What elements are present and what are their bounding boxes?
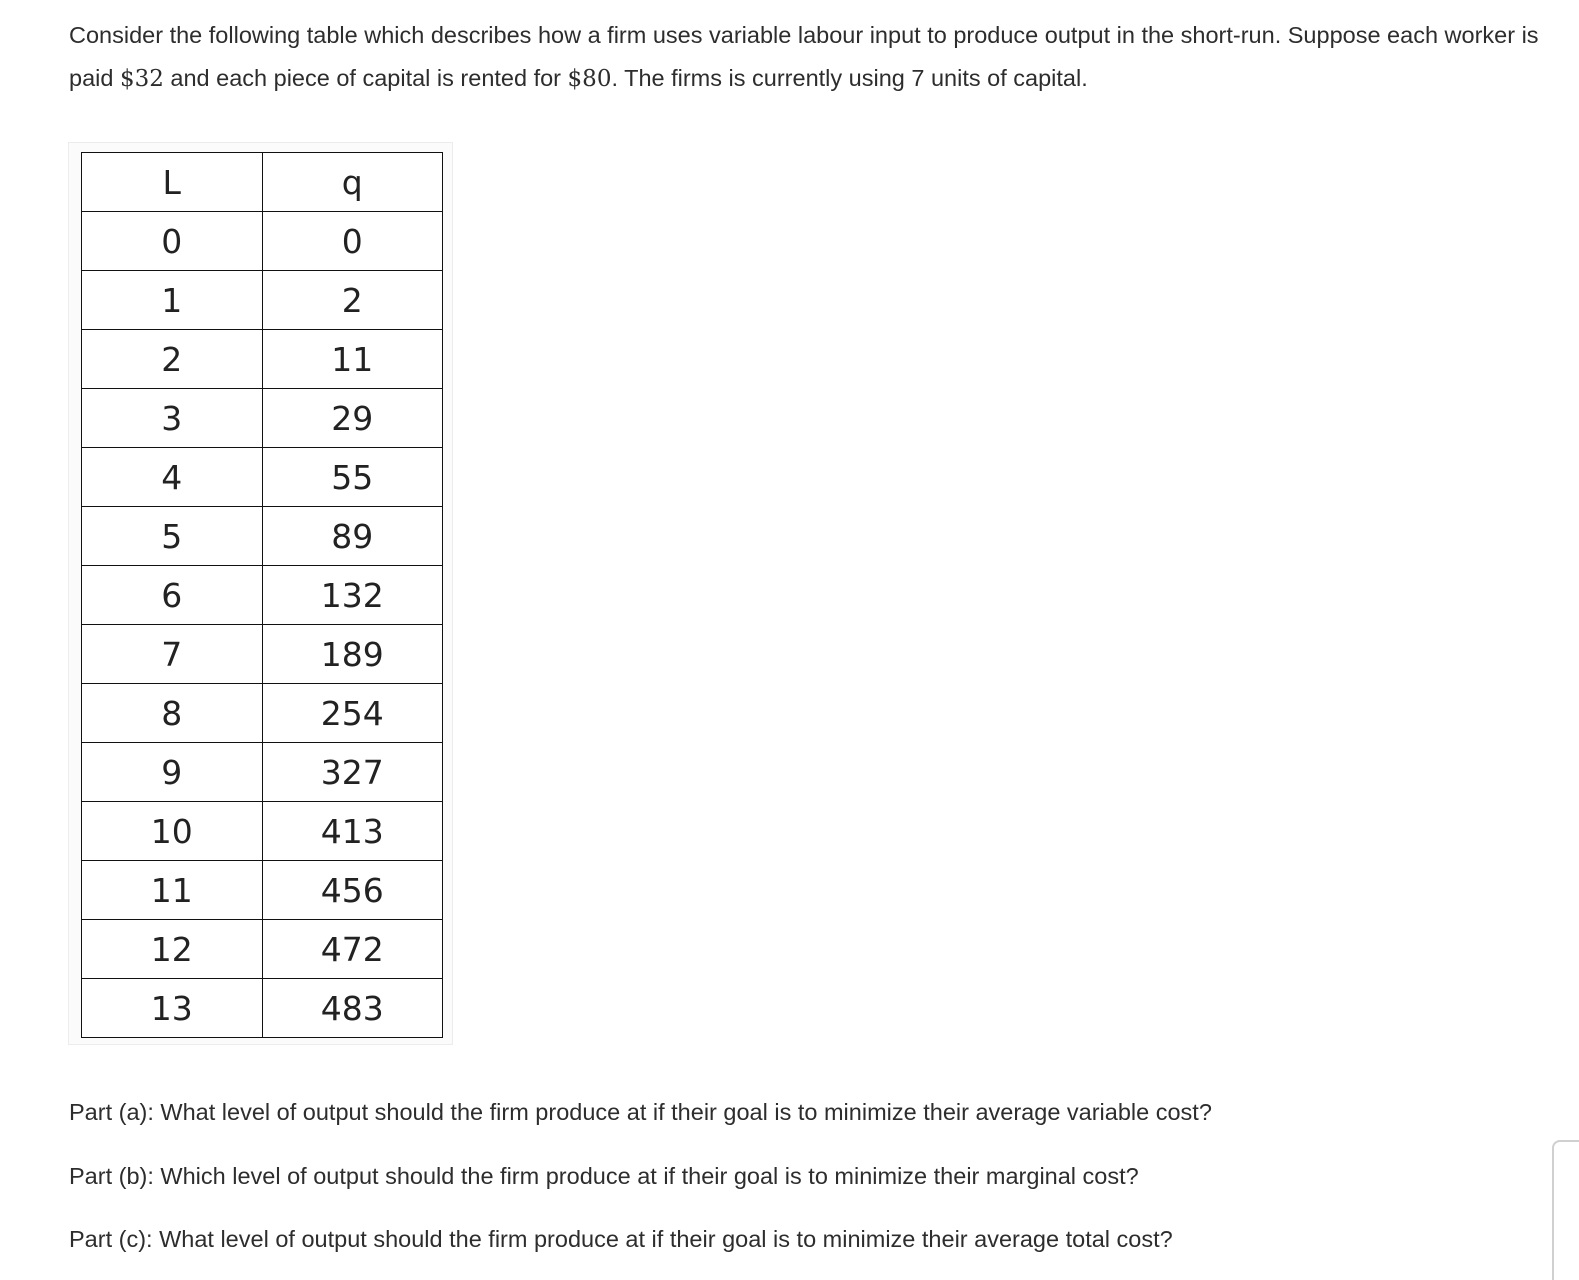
table-row <box>82 212 443 271</box>
labour-cell: 10 <box>82 802 263 861</box>
table-row <box>82 448 443 507</box>
table-body <box>82 212 443 1038</box>
output-cell: 29 <box>262 389 443 448</box>
problem-statement <box>69 14 1569 101</box>
table-row <box>82 979 443 1038</box>
output-cell: 327 <box>262 743 443 802</box>
labour-cell: 12 <box>82 920 263 979</box>
table-row <box>82 566 443 625</box>
output-cell: 55 <box>262 448 443 507</box>
labour-cell: 11 <box>82 861 263 920</box>
output-cell: 472 <box>262 920 443 979</box>
table-row <box>82 389 443 448</box>
labour-cell: 8 <box>82 684 263 743</box>
labour-cell: 3 <box>82 389 263 448</box>
header-labour: L <box>82 153 263 212</box>
output-cell: 456 <box>262 861 443 920</box>
labour-cell: 4 <box>82 448 263 507</box>
question-part-a: Part (a): What level of output should the firm produce at if their goal is to minimize their average variable cost? <box>69 1099 1212 1125</box>
intro-text-3: . The firms is currently using 7 units of capital. <box>611 65 1088 91</box>
rent-value: $80 <box>567 66 612 92</box>
production-table <box>81 152 443 1038</box>
table-row <box>82 684 443 743</box>
table-row <box>82 802 443 861</box>
table-row <box>82 861 443 920</box>
table-row <box>82 920 443 979</box>
output-cell: 132 <box>262 566 443 625</box>
table-row <box>82 743 443 802</box>
output-cell: 2 <box>262 271 443 330</box>
labour-cell: 7 <box>82 625 263 684</box>
output-cell: 189 <box>262 625 443 684</box>
header-output: q <box>262 153 443 212</box>
table-row <box>82 507 443 566</box>
question-part-b: Part (b): Which level of output should the firm produce at if their goal is to minimize their marginal cost? <box>69 1163 1139 1189</box>
output-cell: 11 <box>262 330 443 389</box>
labour-cell: 5 <box>82 507 263 566</box>
question-part-c: Part (c): What level of output should the firm produce at if their goal is to minimize their average total cost? <box>69 1226 1173 1252</box>
labour-cell: 0 <box>82 212 263 271</box>
labour-cell: 9 <box>82 743 263 802</box>
output-cell: 254 <box>262 684 443 743</box>
intro-text-1: Consider the following table which describes how a firm uses variable labour input to produce output in the short-run. Suppose each worker is paid <box>69 22 1539 91</box>
output-cell: 89 <box>262 507 443 566</box>
labour-cell: 2 <box>82 330 263 389</box>
table-header-row <box>82 153 443 212</box>
labour-cell: 6 <box>82 566 263 625</box>
labour-cell: 13 <box>82 979 263 1038</box>
scrollbar-edge[interactable] <box>1552 1140 1579 1280</box>
wage-value: $32 <box>119 66 164 92</box>
table-row <box>82 271 443 330</box>
table-row <box>82 625 443 684</box>
output-cell: 0 <box>262 212 443 271</box>
intro-text-2: and each piece of capital is rented for <box>163 65 568 91</box>
output-cell: 483 <box>262 979 443 1038</box>
output-cell: 413 <box>262 802 443 861</box>
labour-cell: 1 <box>82 271 263 330</box>
table-row <box>82 330 443 389</box>
